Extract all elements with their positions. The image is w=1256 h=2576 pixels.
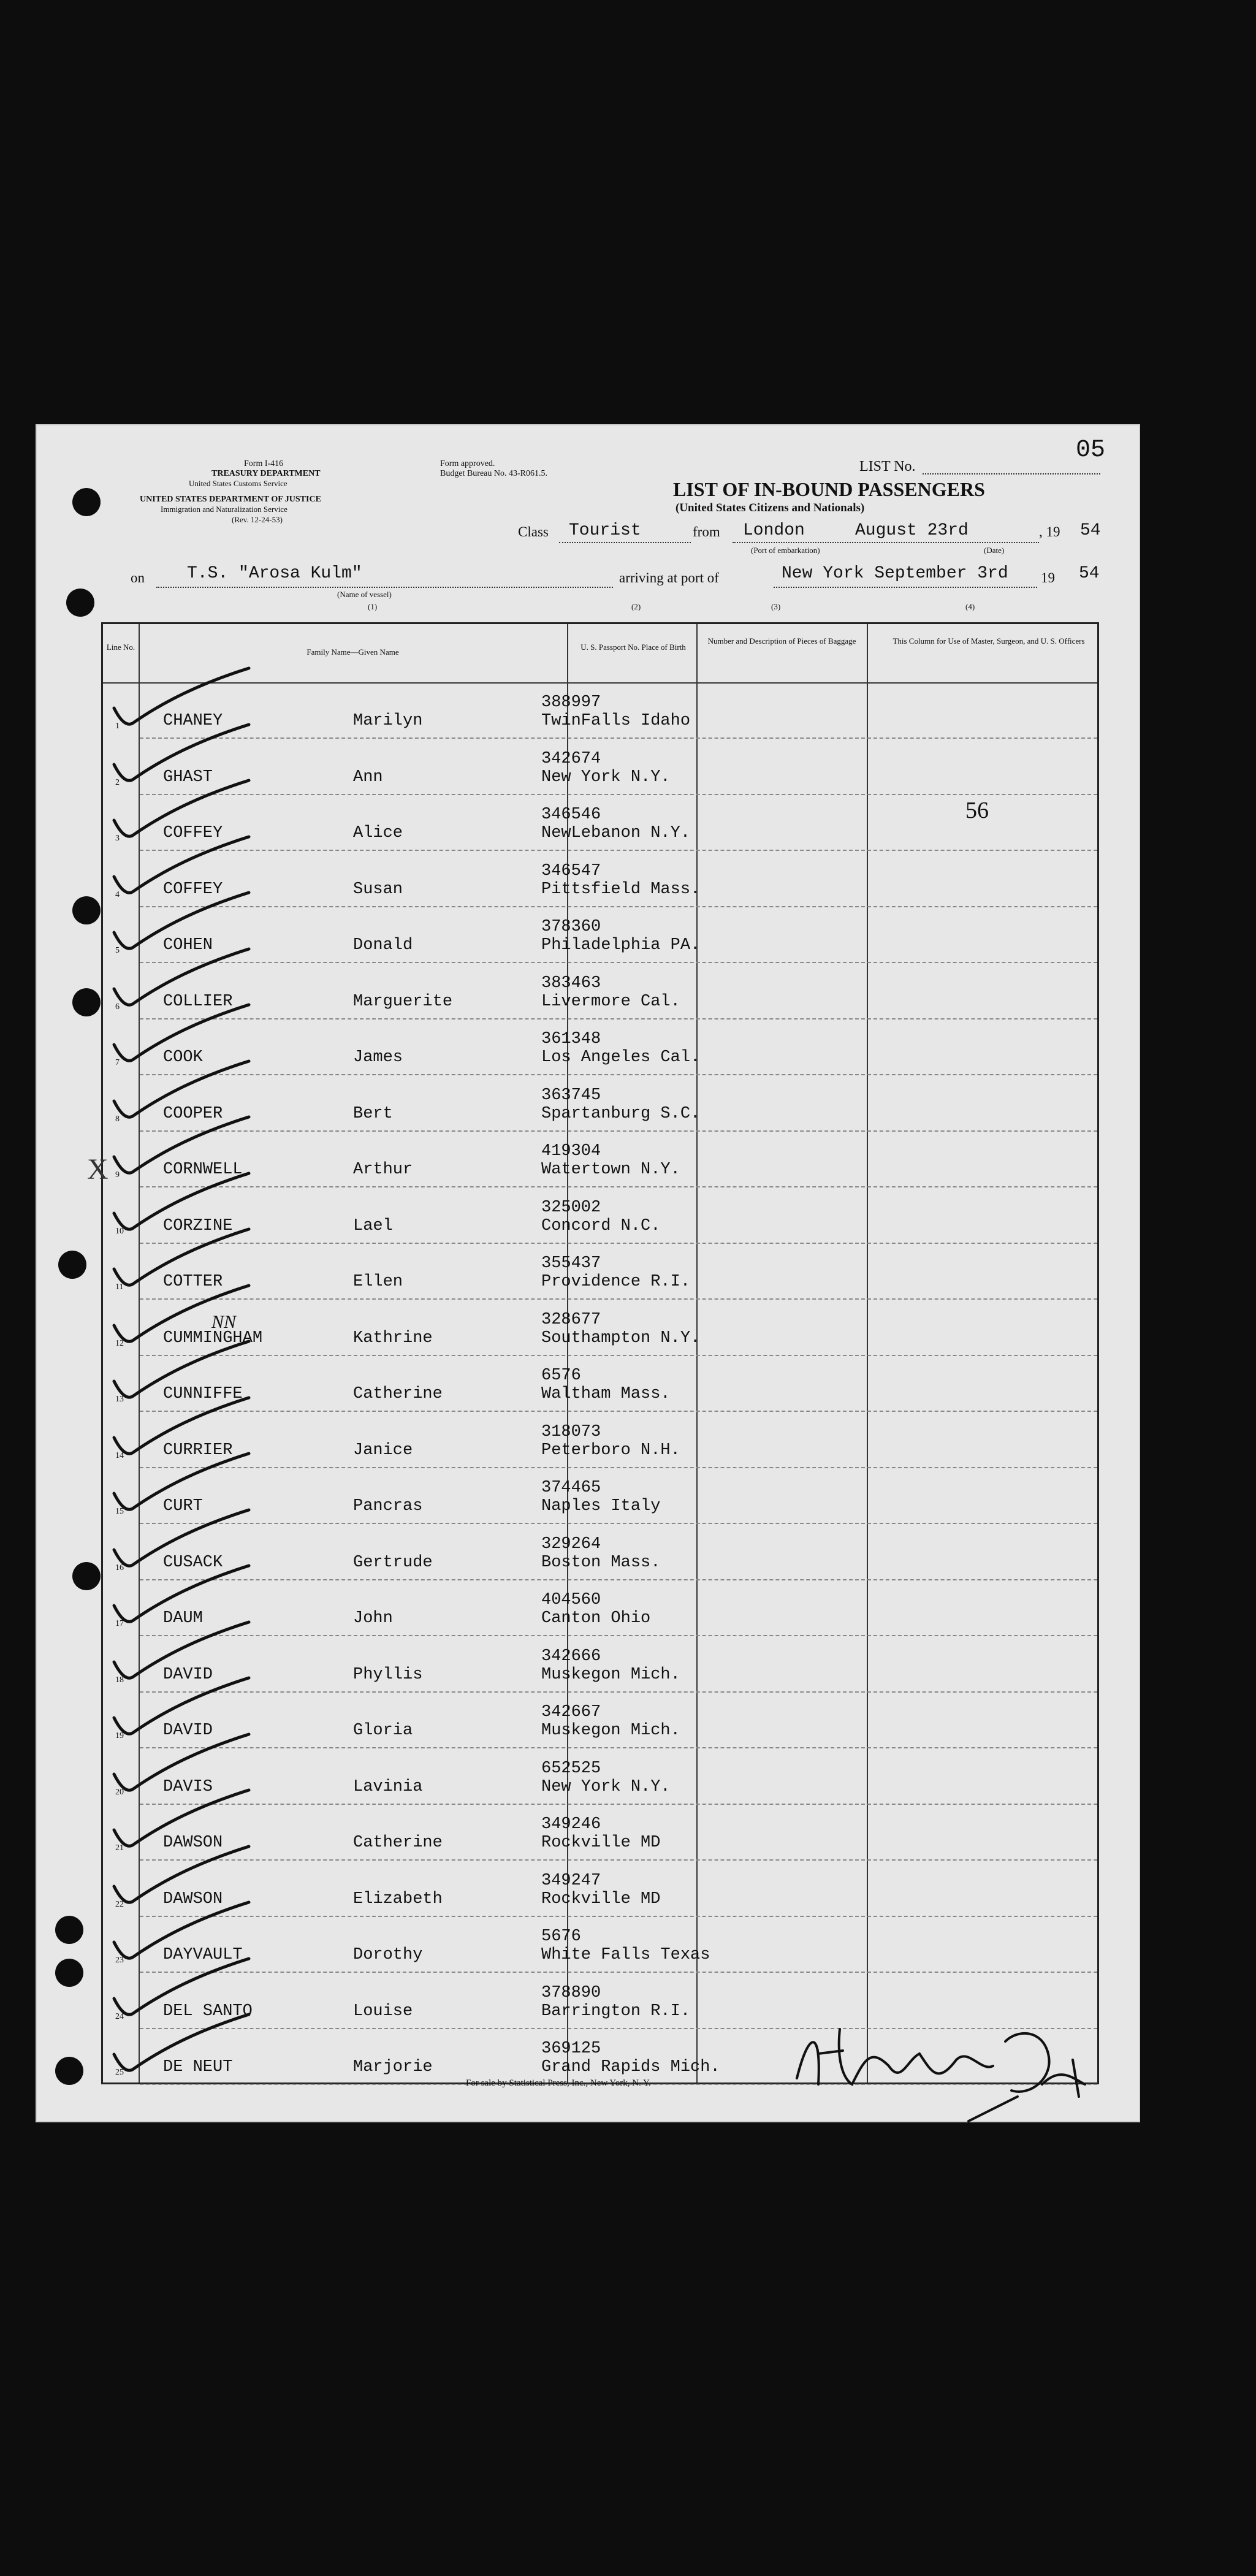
family-name: DE NEUT — [163, 2058, 233, 2076]
line-number: 8 — [115, 1114, 120, 1124]
line-number: 22 — [115, 1899, 124, 1909]
line-number: 17 — [115, 1619, 124, 1628]
given-name: Ann — [353, 768, 383, 787]
passport-number: 5676 — [541, 1927, 581, 1946]
passport-number: 349246 — [541, 1815, 601, 1834]
passport-number: 349247 — [541, 1871, 601, 1890]
given-name: Marilyn — [353, 712, 423, 730]
given-name: Pancras — [353, 1497, 423, 1515]
class-label: Class — [518, 524, 549, 539]
given-name: James — [353, 1048, 403, 1067]
on-label: on — [131, 570, 145, 585]
year-prefix: , 19 — [1039, 524, 1060, 539]
list-no-value: 05 — [1076, 436, 1106, 464]
passport-number: 342666 — [541, 1647, 601, 1666]
list-no-label: LIST No. — [859, 459, 916, 474]
line-number: 16 — [115, 1563, 124, 1572]
port-caption: (Port of embarkation) — [751, 546, 820, 555]
place-of-birth: Barrington R.I. — [541, 2002, 691, 2021]
vessel-name: T.S. "Arosa Kulm" — [187, 564, 362, 583]
line-number: 24 — [115, 2011, 124, 2021]
passport-number: 378890 — [541, 1983, 601, 2002]
family-name: DAWSON — [163, 1834, 223, 1852]
line-number: 12 — [115, 1338, 124, 1348]
binder-hole — [55, 2057, 83, 2085]
passport-number: 361348 — [541, 1030, 601, 1048]
given-name: Alice — [353, 824, 403, 842]
arriving-label: arriving at port of — [619, 570, 719, 585]
family-name: GHAST — [163, 768, 213, 787]
column-number: (2) — [631, 602, 641, 611]
family-name: COFFEY — [163, 824, 223, 842]
given-name: Catherine — [353, 1834, 443, 1852]
line-number: 19 — [115, 1731, 124, 1740]
place-of-birth: Concord N.C. — [541, 1216, 661, 1235]
given-name: Phyllis — [353, 1665, 423, 1684]
officer-mark: 56 — [965, 798, 989, 823]
given-name: Susan — [353, 880, 403, 899]
family-name: CUNNIFFE — [163, 1385, 243, 1403]
place-of-birth: White Falls Texas — [541, 1946, 710, 1964]
place-of-birth: Spartanburg S.C. — [541, 1104, 701, 1123]
binder-hole — [72, 488, 101, 516]
given-name: Louise — [353, 2002, 413, 2021]
place-of-birth: Livermore Cal. — [541, 992, 680, 1011]
passport-number: 318073 — [541, 1422, 601, 1441]
family-name: DAVID — [163, 1721, 213, 1740]
passport-number: 346547 — [541, 861, 601, 880]
passport-number: 6576 — [541, 1366, 581, 1385]
binder-hole — [66, 589, 94, 617]
place-of-birth: New York N.Y. — [541, 768, 671, 787]
given-name: Elizabeth — [353, 1889, 443, 1908]
family-name: CORZINE — [163, 1216, 233, 1235]
line-number: 25 — [115, 2068, 124, 2077]
family-name: COFFEY — [163, 880, 223, 899]
line-number: 21 — [115, 1843, 124, 1853]
family-name: COOK — [163, 1048, 203, 1067]
given-name: Gertrude — [353, 1553, 433, 1572]
passport-number: 378360 — [541, 918, 601, 936]
given-name: Bert — [353, 1104, 393, 1123]
family-name: CHANEY — [163, 712, 223, 730]
place-of-birth: Waltham Mass. — [541, 1385, 671, 1403]
given-name: Marjorie — [353, 2058, 433, 2076]
dept-justice-sub: Immigration and Naturalization Service — [161, 505, 287, 514]
passport-number: 328677 — [541, 1310, 601, 1329]
given-name: Ellen — [353, 1273, 403, 1291]
family-name: DAUM — [163, 1609, 203, 1628]
passport-number: 383463 — [541, 974, 601, 993]
dept-justice: UNITED STATES DEPARTMENT OF JUSTICE — [140, 495, 321, 504]
class-value: Tourist — [569, 521, 641, 540]
family-name: CURT — [163, 1497, 203, 1515]
dept-treasury-sub: United States Customs Service — [189, 479, 287, 488]
passport-number: 363745 — [541, 1086, 601, 1105]
family-name: COOPER — [163, 1104, 223, 1123]
form-revision: (Rev. 12-24-53) — [232, 515, 283, 524]
family-name: DAVID — [163, 1665, 213, 1684]
arrival-port-date: New York September 3rd — [782, 564, 1008, 583]
place-of-birth: Rockville MD — [541, 1834, 661, 1852]
date-caption: (Date) — [984, 546, 1005, 555]
line-number: 15 — [115, 1507, 124, 1516]
column-number: (4) — [965, 602, 975, 611]
place-of-birth: Los Angeles Cal. — [541, 1048, 701, 1067]
binder-hole — [72, 1562, 101, 1590]
place-of-birth: Philadelphia PA. — [541, 936, 701, 955]
binder-hole — [58, 1251, 86, 1279]
year-value: 54 — [1080, 521, 1101, 540]
line-number: 4 — [115, 890, 120, 899]
family-name: COLLIER — [163, 992, 233, 1011]
family-name: DAYVAULT — [163, 1946, 243, 1964]
place-of-birth: Watertown N.Y. — [541, 1160, 680, 1179]
place-of-birth: Providence R.I. — [541, 1273, 691, 1291]
line-number: 18 — [115, 1675, 124, 1685]
cross-mark: X — [87, 1153, 108, 1186]
given-name: Donald — [353, 936, 413, 955]
place-of-birth: Peterboro N.H. — [541, 1441, 680, 1460]
given-name: Kathrine — [353, 1328, 433, 1347]
line-number: 3 — [115, 834, 120, 843]
place-of-birth: Boston Mass. — [541, 1553, 661, 1572]
line-number: 6 — [115, 1002, 120, 1012]
family-name: CUSACK — [163, 1553, 223, 1572]
form-title: LIST OF IN-BOUND PASSENGERS — [673, 478, 985, 500]
form-subtitle: (United States Citizens and Nationals) — [676, 501, 865, 514]
family-name: DAWSON — [163, 1889, 223, 1908]
binder-hole — [72, 896, 101, 924]
header-passport: U. S. Passport No. Place of Birth — [580, 642, 686, 652]
family-name: CUMMINGHAM — [163, 1328, 263, 1347]
column-number: (1) — [368, 602, 378, 611]
place-of-birth: New York N.Y. — [541, 1777, 671, 1796]
passport-number: 652525 — [541, 1759, 601, 1778]
passport-number: 388997 — [541, 693, 601, 712]
from-label: from — [693, 524, 720, 539]
family-name: DEL SANTO — [163, 2002, 253, 2021]
given-name: Lael — [353, 1216, 393, 1235]
arrival-year-prefix: 19 — [1041, 570, 1055, 585]
header-name: Family Name—Given Name — [306, 647, 399, 657]
embarkation-date: August 23rd — [855, 521, 969, 540]
given-name: Dorothy — [353, 1946, 423, 1964]
place-of-birth: Southampton N.Y. — [541, 1328, 701, 1347]
given-name: Arthur — [353, 1160, 413, 1179]
passenger-table — [101, 622, 1099, 2084]
vessel-caption: (Name of vessel) — [337, 590, 392, 599]
place-of-birth: TwinFalls Idaho — [541, 712, 691, 730]
family-name: CURRIER — [163, 1441, 233, 1460]
place-of-birth: Grand Rapids Mich. — [541, 2058, 720, 2076]
officer-signature — [785, 2005, 1128, 2127]
passport-number: 329264 — [541, 1534, 601, 1553]
place-of-birth: Muskegon Mich. — [541, 1665, 680, 1684]
given-name: Catherine — [353, 1385, 443, 1403]
dept-treasury: TREASURY DEPARTMENT — [211, 469, 321, 478]
budget-bureau-no: Budget Bureau No. 43-R061.5. — [440, 469, 547, 478]
passport-number: 374465 — [541, 1479, 601, 1497]
family-name: CORNWELL — [163, 1160, 243, 1179]
place-of-birth: Naples Italy — [541, 1497, 661, 1515]
passport-number: 346546 — [541, 806, 601, 824]
column-number: (3) — [771, 602, 781, 611]
family-name: COTTER — [163, 1273, 223, 1291]
place-of-birth: Pittsfield Mass. — [541, 880, 701, 899]
passport-number: 355437 — [541, 1254, 601, 1273]
header-line-no: Line No. — [106, 642, 135, 652]
line-number: 7 — [115, 1058, 120, 1067]
place-of-birth: Muskegon Mich. — [541, 1721, 680, 1740]
printer-footer: For sale by Statistical Press, Inc., New York, N. Y. — [466, 2078, 651, 2088]
place-of-birth: NewLebanon N.Y. — [541, 824, 691, 842]
binder-hole — [55, 1916, 83, 1944]
handwritten-annotation: NN — [211, 1312, 237, 1332]
family-name: COHEN — [163, 936, 213, 955]
binder-hole — [55, 1959, 83, 1987]
line-number: 1 — [115, 722, 120, 731]
line-number: 13 — [115, 1395, 124, 1404]
passport-number: 404560 — [541, 1591, 601, 1609]
binder-hole — [72, 988, 101, 1016]
line-number: 11 — [115, 1282, 124, 1292]
place-of-birth: Canton Ohio — [541, 1609, 651, 1628]
place-of-birth: Rockville MD — [541, 1889, 661, 1908]
passport-number: 325002 — [541, 1198, 601, 1217]
given-name: Marguerite — [353, 992, 453, 1011]
line-number: 23 — [115, 1956, 124, 1965]
line-number: 14 — [115, 1450, 124, 1460]
given-name: Lavinia — [353, 1777, 423, 1796]
arrival-year-value: 54 — [1079, 564, 1100, 583]
passport-number: 342667 — [541, 1703, 601, 1721]
form-approved: Form approved. — [440, 459, 495, 468]
line-number: 2 — [115, 777, 120, 787]
line-number: 5 — [115, 946, 120, 955]
given-name: John — [353, 1609, 393, 1628]
line-number: 9 — [115, 1170, 120, 1179]
passport-number: 342674 — [541, 749, 601, 768]
line-number: 10 — [115, 1226, 124, 1236]
given-name: Janice — [353, 1441, 413, 1460]
given-name: Gloria — [353, 1721, 413, 1740]
header-officers: This Column for Use of Master, Surgeon, and U. S. Officers — [893, 636, 1085, 646]
line-number: 20 — [115, 1787, 124, 1797]
passport-number: 419304 — [541, 1142, 601, 1160]
passport-number: 369125 — [541, 2040, 601, 2058]
port-of-embarkation: London — [743, 521, 805, 540]
family-name: DAVIS — [163, 1777, 213, 1796]
form-number: Form I-416 — [244, 459, 284, 468]
header-baggage: Number and Description of Pieces of Baggage — [707, 636, 856, 646]
